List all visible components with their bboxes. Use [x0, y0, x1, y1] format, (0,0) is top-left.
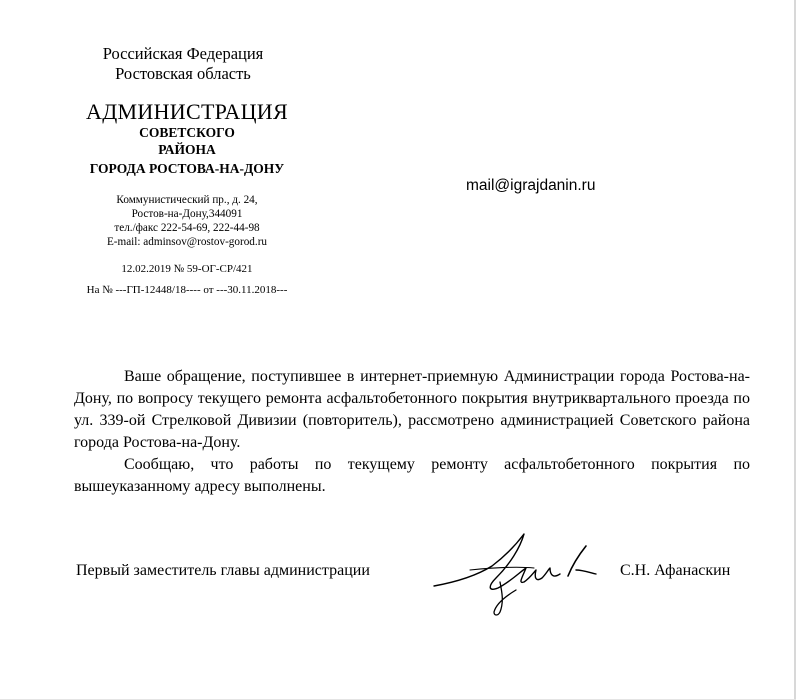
- handwritten-signature: [430, 526, 600, 620]
- reference-number: На № ---ГП-12448/18---- от ---30.11.2018---: [86, 284, 288, 296]
- signatory-name: С.Н. Афанаскин: [620, 562, 731, 579]
- address-phone: тел./факс 222-54-69, 222-44-98: [114, 222, 260, 234]
- letter-body: [74, 366, 750, 498]
- registration-number: 12.02.2019 № 59-ОГ-СР/421: [121, 263, 253, 275]
- org-line-4: ГОРОДА РОСТОВА-НА-ДОНУ: [89, 161, 285, 176]
- signatory-position: Первый заместитель главы администрации: [76, 562, 370, 579]
- org-line-2: СОВЕТСКОГО: [139, 125, 235, 140]
- recipient-email: mail@igrajdanin.ru: [466, 177, 596, 194]
- signature-stroke-loop: [494, 582, 516, 615]
- country-line: Российская Федерация: [102, 44, 264, 63]
- body-paragraph-1: Ваше обращение, поступившее в интернет-приемную Администрации города Ростова-на-Дону, по вопросу текущего ремонта асфальтобетонного покрытия внутриквартального проезда по ул. 339-ой Стрелковой Дивизии (повторитель), рассмотрено администрацией Советского района города Ростова-на-Дону.: [74, 368, 750, 451]
- address-street: Коммунистический пр., д. 24,: [116, 194, 258, 206]
- region-line: Ростовская область: [115, 64, 251, 83]
- address-email: E-mail: adminsov@rostov-gorod.ru: [106, 236, 268, 248]
- address-city: Ростов-на-Дону,344091: [131, 208, 243, 220]
- org-title: АДМИНИСТРАЦИЯ: [86, 99, 288, 124]
- signature-stroke-dash: [576, 570, 596, 574]
- org-line-3: РАЙОНА: [158, 142, 216, 157]
- signature-stroke-main: [434, 534, 560, 589]
- body-paragraph-2: Сообщаю, что работы по текущему ремонту асфальтобетонного покрытия по вышеуказанному адресу выполнены.: [74, 456, 750, 495]
